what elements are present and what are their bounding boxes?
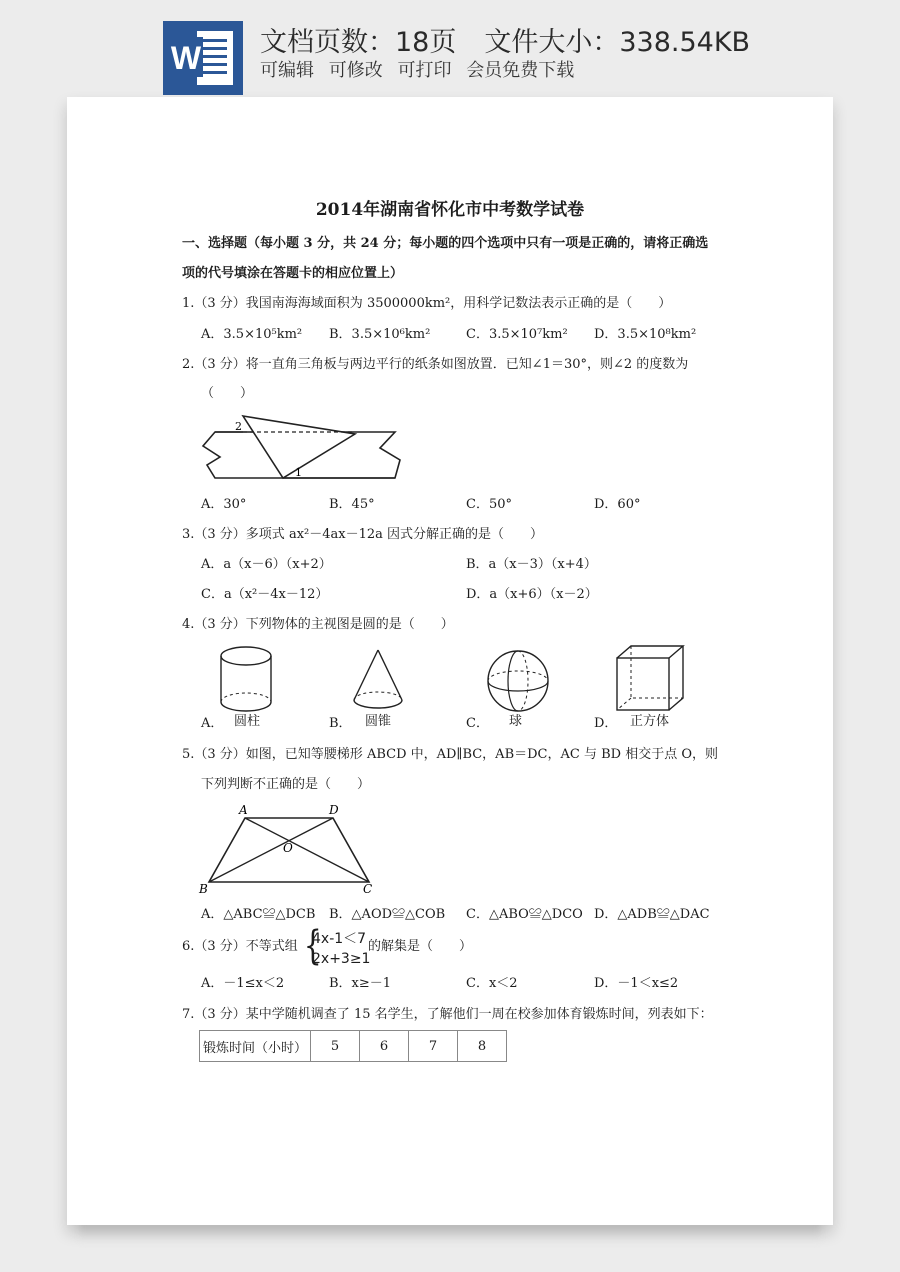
vertex-c-label: C bbox=[363, 882, 373, 896]
inequality-1: 4x-1＜7 bbox=[312, 931, 367, 947]
feature-editable: 可编辑 bbox=[260, 60, 314, 81]
q6-option-c: C．x＜2 bbox=[466, 976, 518, 991]
question-6-prefix: 6.（3 分）不等式组 bbox=[182, 939, 298, 954]
question-5-cont: 下列判断不正确的是（ ） bbox=[201, 777, 371, 792]
table-cell: 5 bbox=[311, 1031, 360, 1062]
question-4: 4.（3 分）下列物体的主视图是圆的是（ ） bbox=[182, 617, 454, 632]
feature-member-download: 会员免费下载 bbox=[466, 60, 575, 81]
vertex-d-label: D bbox=[329, 803, 339, 817]
q1-option-d: D．3.5×10⁸km² bbox=[594, 327, 697, 342]
q4-name-cylinder: 圆柱 bbox=[234, 714, 261, 729]
q7-table bbox=[199, 1030, 507, 1062]
banner-features bbox=[260, 56, 583, 82]
question-7: 7.（3 分）某中学随机调查了 15 名学生，了解他们一周在校参加体育锻炼时间，列表如下： bbox=[182, 1007, 713, 1022]
q4-name-cube: 正方体 bbox=[630, 714, 670, 729]
q2-option-d: D．60° bbox=[594, 497, 641, 512]
page-count: 文档页数：18页 bbox=[260, 27, 457, 58]
q3-option-b: B．a（x－3）（x+4） bbox=[466, 557, 597, 572]
cylinder-figure bbox=[215, 644, 277, 714]
q4-option-c: C． bbox=[466, 716, 489, 731]
banner bbox=[0, 0, 900, 100]
question-1: 1.（3 分）我国南海海域面积为 3500000km²，用科学记数法表示正确的是（ ） bbox=[182, 296, 672, 311]
vertex-b-label: B bbox=[199, 882, 208, 896]
angle-1-label: 1 bbox=[295, 466, 302, 479]
q5-trapezoid-figure bbox=[195, 800, 385, 896]
q3-option-a: A．a（x－6）（x+2） bbox=[201, 557, 332, 572]
cone-figure bbox=[348, 646, 408, 714]
point-o-label: O bbox=[283, 841, 293, 855]
doc-title: 2014年湖南省怀化市中考数学试卷 bbox=[315, 200, 585, 220]
q1-option-a: A．3.5×10⁵km² bbox=[201, 327, 303, 342]
feature-printable: 可打印 bbox=[397, 60, 452, 81]
table-cell: 7 bbox=[409, 1031, 458, 1062]
q3-option-d: D．a（x+6）（x－2） bbox=[466, 587, 598, 602]
q6-option-a: A．－1≤x＜2 bbox=[201, 976, 285, 991]
q2-option-b: B．45° bbox=[329, 497, 375, 512]
q2-figure bbox=[195, 410, 410, 485]
table-cell: 6 bbox=[360, 1031, 409, 1062]
q1-option-c: C．3.5×10⁷km² bbox=[466, 327, 568, 342]
q4-option-a: A． bbox=[201, 716, 224, 731]
question-2-cont: （ ） bbox=[201, 386, 254, 401]
q1-option-b: B．3.5×10⁶km² bbox=[329, 327, 431, 342]
q2-option-c: C．50° bbox=[466, 497, 512, 512]
question-3: 3.（3 分）多项式 ax²－4ax－12a 因式分解正确的是（ ） bbox=[182, 527, 544, 542]
q5-option-d: D．△ADB≌△DAC bbox=[594, 907, 710, 922]
q6-option-d: D．－1＜x≤2 bbox=[594, 976, 679, 991]
page-shadow bbox=[80, 1222, 820, 1242]
q2-option-a: A．30° bbox=[201, 497, 247, 512]
q5-option-c: C．△ABO≌△DCO bbox=[466, 907, 583, 922]
sphere-figure bbox=[484, 648, 554, 714]
question-5: 5.（3 分）如图，已知等腰梯形 ABCD 中，AD∥BC，AB＝DC，AC 与 BD 相交于点 O，则 bbox=[182, 747, 718, 762]
table-header-cell: 锻炼时间（小时） bbox=[200, 1031, 311, 1062]
question-2: 2.（3 分）将一直角三角板与两边平行的纸条如图放置．已知∠1＝30°，则∠2 的度数为 bbox=[182, 357, 689, 372]
section1-heading: 一、选择题（每小题 3 分，共 24 分；每小题的四个选项中只有一项是正确的，请将正确选 bbox=[182, 236, 709, 251]
banner-file-info bbox=[260, 20, 750, 59]
cube-figure bbox=[613, 642, 688, 714]
inequality-2: 2x+3≥1 bbox=[312, 951, 371, 967]
q4-name-sphere: 球 bbox=[509, 714, 523, 729]
file-size: 文件大小：338.54KB bbox=[484, 27, 751, 58]
question-6-suffix: 的解集是（ ） bbox=[368, 939, 473, 954]
word-document-icon bbox=[163, 21, 243, 95]
q5-option-b: B．△AOD≌△COB bbox=[329, 907, 446, 922]
svg-text:W: W bbox=[170, 40, 202, 76]
table-cell: 8 bbox=[458, 1031, 507, 1062]
q4-option-b: B． bbox=[329, 716, 352, 731]
q4-name-cone: 圆锥 bbox=[365, 714, 392, 729]
q5-option-a: A．△ABC≌△DCB bbox=[201, 907, 316, 922]
q3-option-c: C．a（x²－4x－12） bbox=[201, 587, 329, 602]
table-row bbox=[200, 1031, 507, 1062]
inequality-brace: { bbox=[303, 923, 322, 969]
q4-option-d: D． bbox=[594, 716, 618, 731]
angle-2-label: 2 bbox=[235, 420, 242, 433]
feature-modifiable: 可修改 bbox=[328, 60, 383, 81]
q6-option-b: B．x≥－1 bbox=[329, 976, 392, 991]
vertex-a-label: A bbox=[239, 803, 248, 817]
section1-heading-cont: 项的代号填涂在答题卡的相应位置上） bbox=[182, 266, 404, 281]
